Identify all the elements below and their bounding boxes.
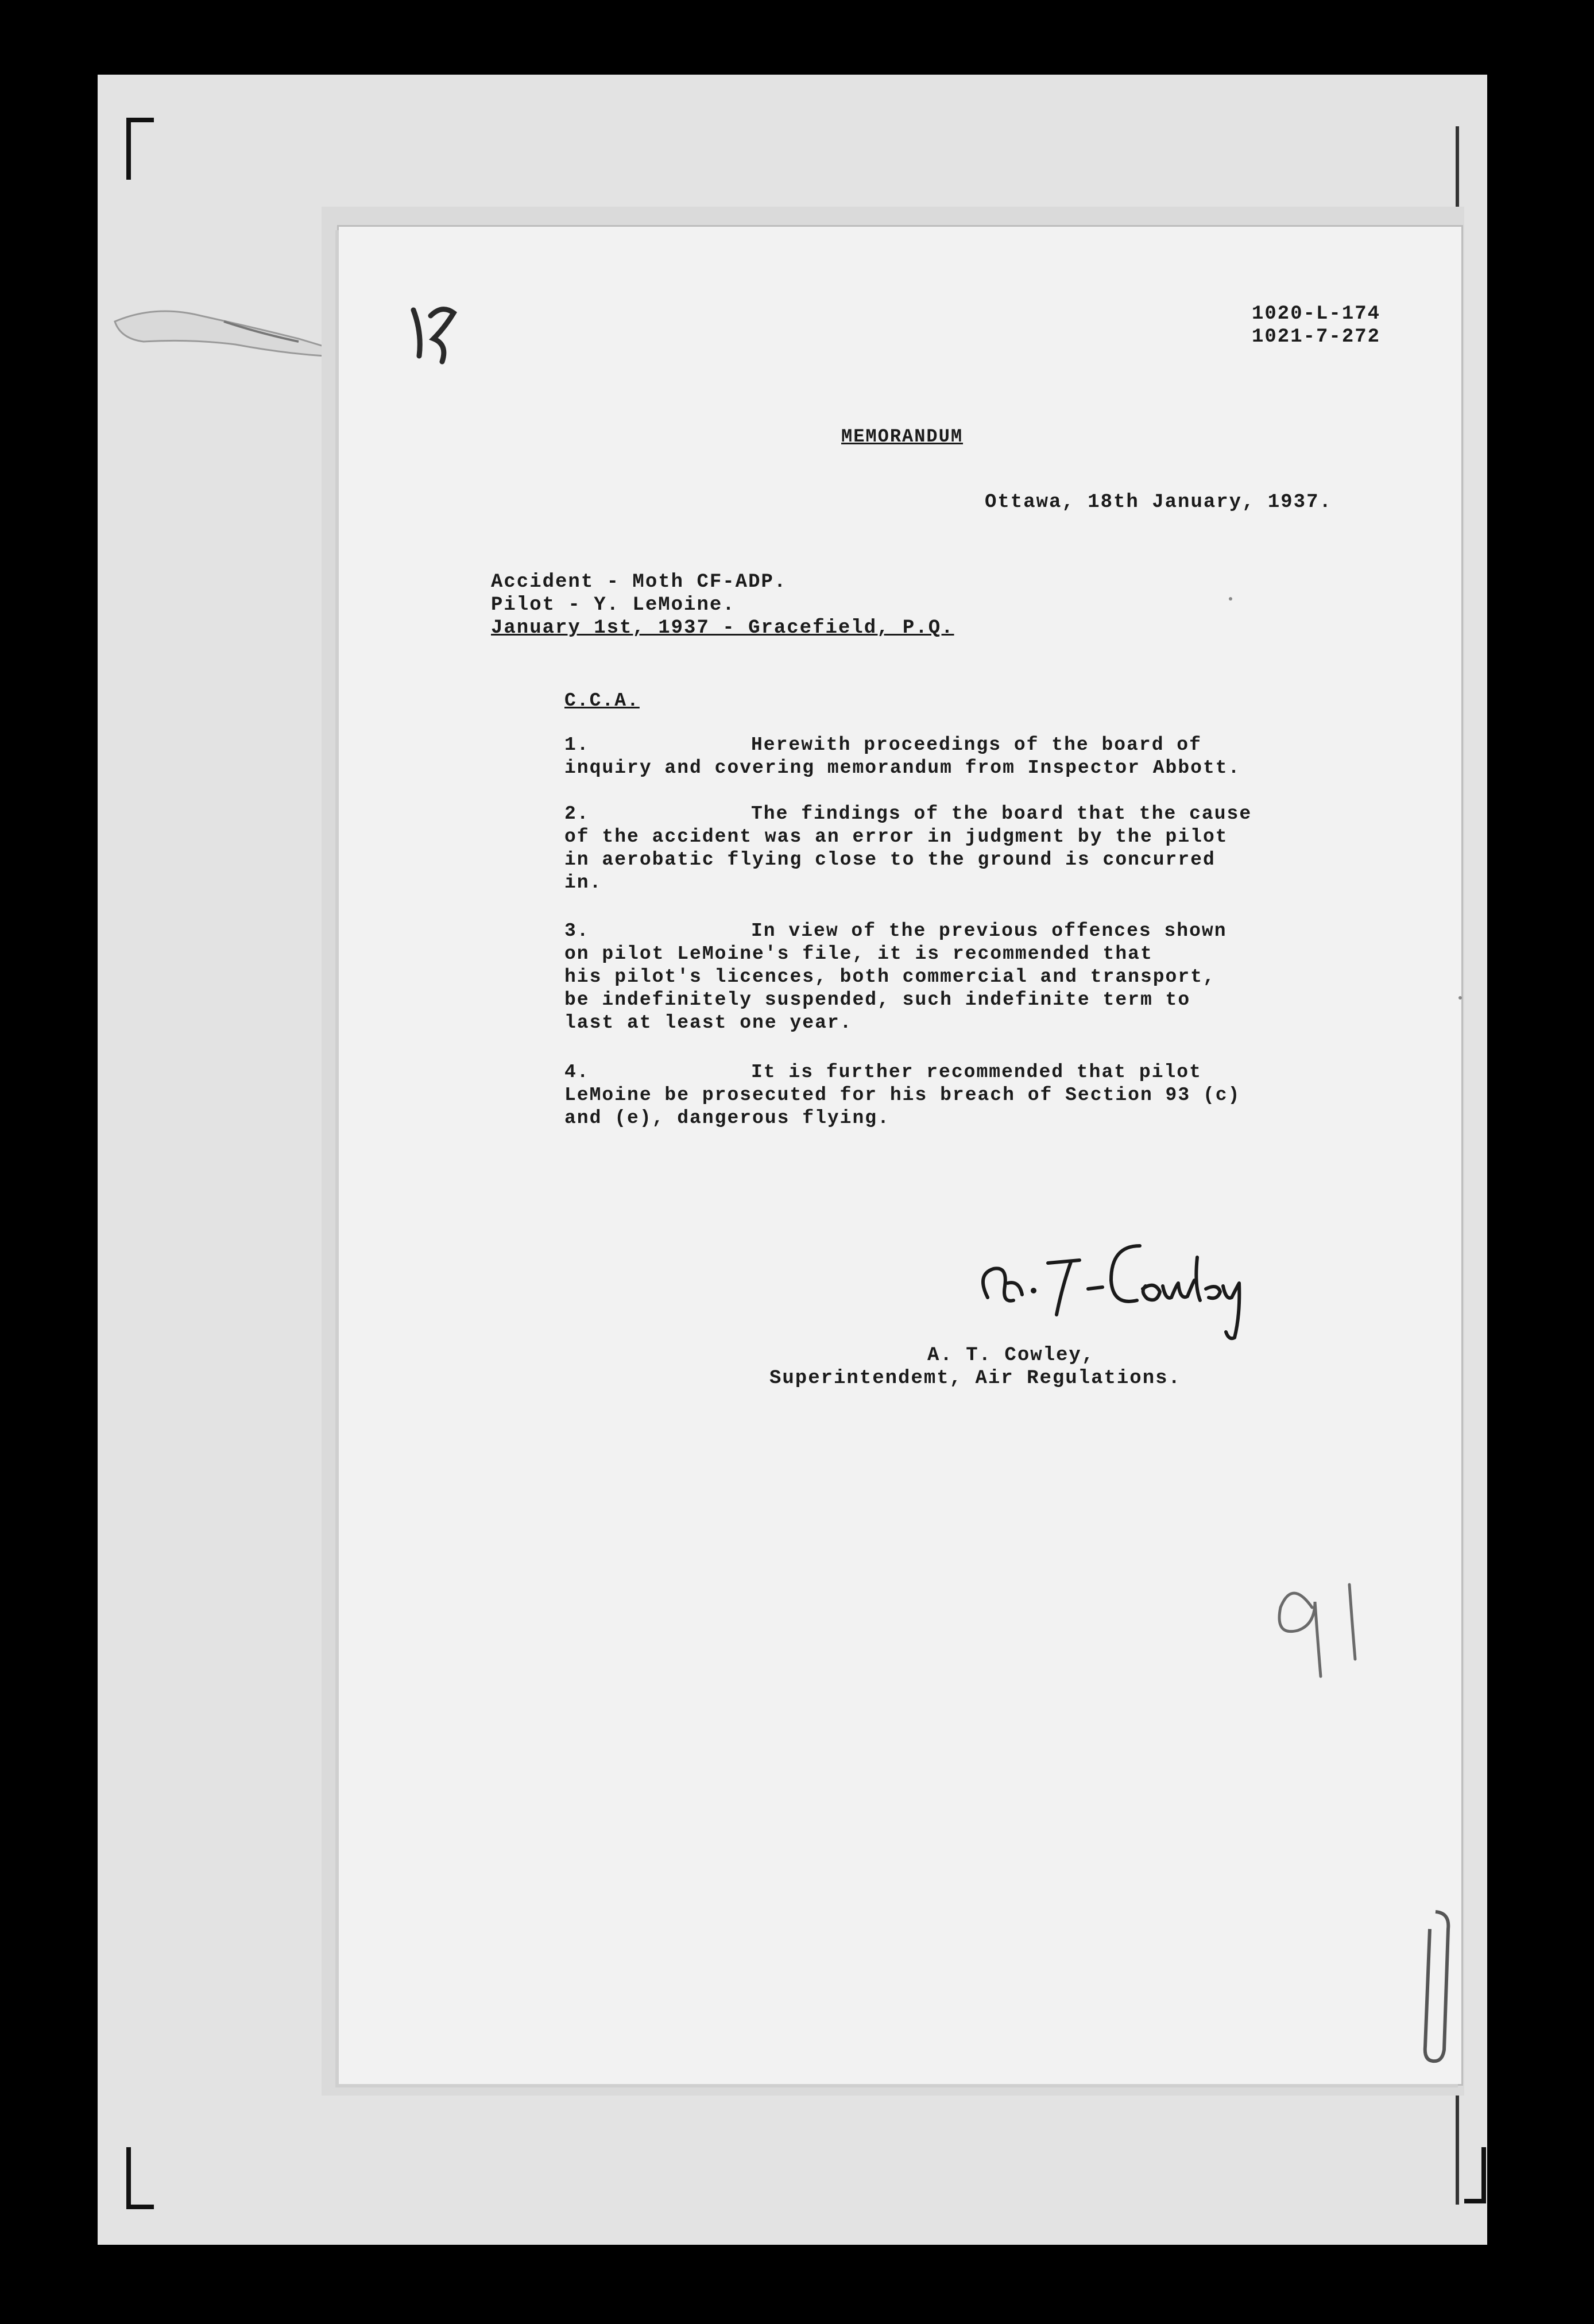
paragraph-line: The findings of the board that the cause: [751, 803, 1252, 824]
handwritten-signature: [965, 1223, 1263, 1343]
paragraph-number: 1.: [564, 734, 590, 756]
memo-title: MEMORANDUM: [841, 426, 964, 447]
paragraph-line: LeMoine be prosecuted for his breach of Section 93 (c): [564, 1084, 1241, 1106]
addressee: C.C.A.: [564, 690, 640, 711]
signatory-title: Superintendemt, Air Regulations.: [769, 1368, 1181, 1389]
handwritten-folio-number: [1263, 1562, 1378, 1705]
pencil-mark: [390, 299, 477, 373]
signatory-name: A. T. Cowley,: [927, 1345, 1095, 1366]
paragraph-line: on pilot LeMoine's file, it is recommended that: [564, 943, 1153, 965]
crop-mark-bottom-left: [126, 2147, 154, 2209]
paragraph-3: [564, 920, 1311, 1035]
reference-number-1: 1020-L-174: [1252, 303, 1381, 325]
paragraph-line: last at least one year.: [564, 1012, 853, 1033]
paper-speck: [1229, 597, 1232, 601]
paragraph-line: and (e), dangerous flying.: [564, 1107, 890, 1129]
paper-clip: [1418, 1906, 1458, 2067]
tape-remnant: [109, 299, 339, 367]
subject-line-date-place: January 1st, 1937 - Gracefield, P.Q.: [491, 617, 954, 639]
paragraph-number: 4.: [564, 1062, 590, 1083]
date-line: Ottawa, 18th January, 1937.: [985, 491, 1332, 513]
subject-line-pilot: Pilot - Y. LeMoine.: [491, 594, 736, 616]
paragraph-2: [564, 803, 1311, 894]
paragraph-number: 2.: [564, 803, 590, 824]
paragraph-line: of the accident was an error in judgment by the pilot: [564, 826, 1228, 847]
paragraph-line: It is further recommended that pilot: [751, 1062, 1202, 1083]
paper-speck: [1458, 996, 1462, 1000]
paragraph-number: 3.: [564, 920, 590, 942]
paragraph-line: Herewith proceedings of the board of: [751, 734, 1202, 756]
crop-mark-top-left: [126, 118, 154, 180]
paragraph-line: inquiry and covering memorandum from Inspector Abbott.: [564, 757, 1241, 778]
paragraph-line: in.: [564, 872, 602, 893]
paragraph-line: be indefinitely suspended, such indefinite term to: [564, 989, 1191, 1010]
paragraph-line: his pilot's licences, both commercial and transport,: [564, 966, 1216, 987]
paragraph-line: In view of the previous offences shown: [751, 920, 1227, 942]
subject-line-accident: Accident - Moth CF-ADP.: [491, 571, 787, 593]
paragraph-4: [564, 1061, 1311, 1130]
reference-number-2: 1021-7-272: [1252, 326, 1381, 348]
paragraph-line: in aerobatic flying close to the ground is concurred: [564, 849, 1216, 870]
paragraph-1: [564, 734, 1311, 780]
crop-mark-bottom-right: [1464, 2147, 1486, 2203]
